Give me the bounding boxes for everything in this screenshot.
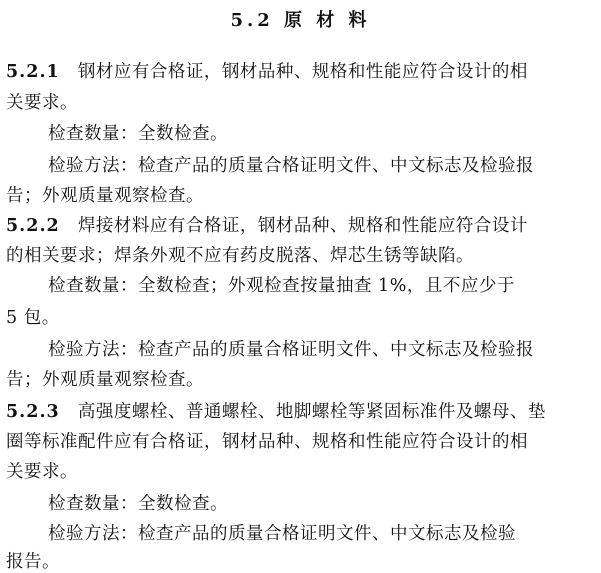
- clause-5-2-1-line-1: [6, 58, 528, 83]
- clause-5-2-1-line-2: 关要求。: [6, 93, 78, 113]
- clause-5-2-2-line-1: [6, 212, 528, 237]
- clause-5-2-3-inspection-qty: 检查数量：全数检查。: [48, 494, 228, 514]
- clause-number: 5.2.2: [6, 216, 60, 236]
- clause-5-2-2-inspection-qty-line-2: 5 包。: [6, 308, 60, 328]
- section-title: 5.2 原 材 料: [230, 10, 371, 31]
- clause-text: 钢材应有合格证，钢材品种、规格和性能应符合设计的相: [77, 62, 528, 82]
- clause-5-2-2-line-2: 的相关要求；焊条外观不应有药皮脱落、焊芯生锈等缺陷。: [6, 246, 474, 266]
- clause-5-2-1-method-line-2: 告；外观质量观察检查。: [6, 186, 204, 206]
- clause-5-2-1-inspection-qty: 检查数量：全数检查。: [48, 124, 228, 144]
- clause-5-2-3-method-line-2: 报告。: [6, 552, 60, 572]
- clause-text: 焊接材料应有合格证，钢材品种、规格和性能应符合设计: [77, 216, 528, 236]
- clause-5-2-2-inspection-qty-line-1: 检查数量：全数检查；外观检查按量抽查 1%，且不应少于: [48, 276, 515, 296]
- clause-5-2-1-method-line-1: 检验方法：检查产品的质量合格证明文件、中文标志及检验报: [48, 156, 534, 176]
- clause-5-2-3-line-2: 圈等标准配件应有合格证，钢材品种、规格和性能应符合设计的相: [6, 432, 528, 452]
- clause-5-2-3-line-1: [6, 398, 546, 423]
- clause-5-2-3-line-3: 关要求。: [6, 462, 78, 482]
- clause-number: 5.2.3: [6, 402, 60, 422]
- clause-number: 5.2.1: [6, 62, 60, 82]
- clause-5-2-2-method-line-1: 检验方法：检查产品的质量合格证明文件、中文标志及检验报: [48, 340, 534, 360]
- clause-5-2-3-method-line-1: 检验方法：检查产品的质量合格证明文件、中文标志及检验: [48, 524, 516, 544]
- clause-5-2-2-method-line-2: 告；外观质量观察检查。: [6, 370, 204, 390]
- clause-text: 高强度螺栓、普通螺栓、地脚螺栓等紧固标准件及螺母、垫: [77, 402, 546, 422]
